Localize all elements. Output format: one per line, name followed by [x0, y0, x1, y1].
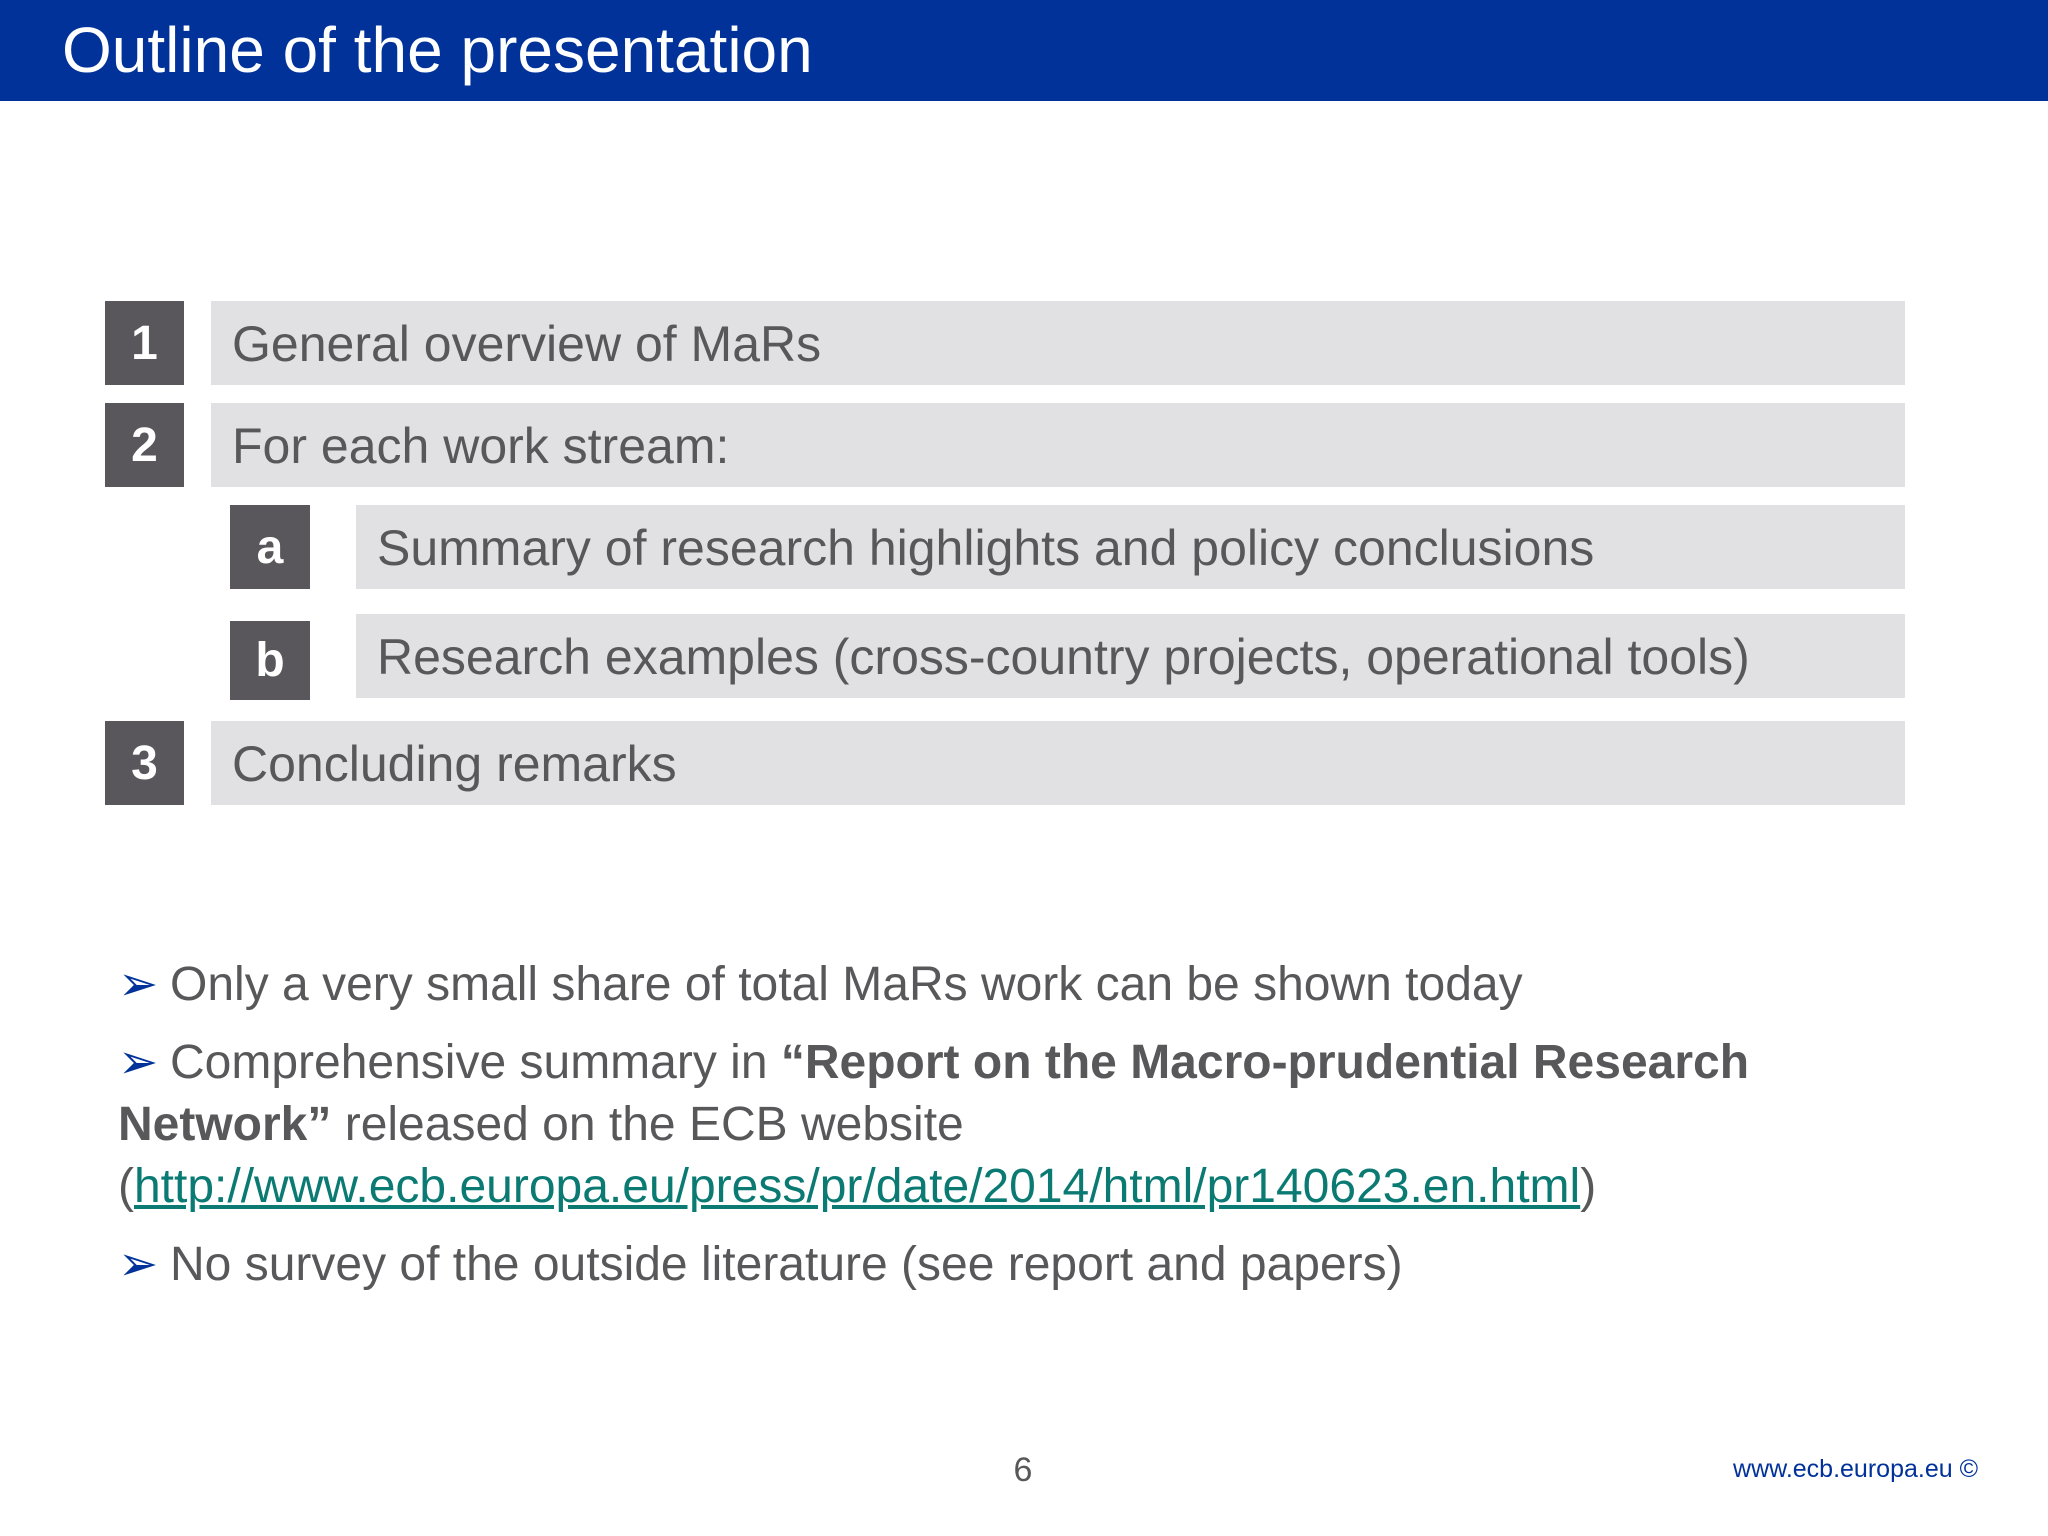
outline-number-3: 3	[105, 721, 184, 805]
outline-number-2b: b	[230, 621, 310, 700]
note-item	[118, 1234, 1918, 1296]
paren-open: (	[118, 1160, 134, 1213]
outline-text-2b: Research examples (cross-country projects, operational tools)	[377, 629, 1750, 685]
outline-number-1: 1	[105, 301, 184, 385]
paren-close: )	[1580, 1160, 1597, 1213]
slide-title: Outline of the presentation	[62, 14, 813, 86]
note-text: Only a very small share of total MaRs work can be shown today	[170, 958, 1523, 1011]
outline-text-2: For each work stream:	[232, 418, 730, 474]
note-text: No survey of the outside literature (see report and papers)	[170, 1238, 1403, 1291]
note-text-prefix: Comprehensive summary in	[170, 1036, 781, 1089]
notes-list	[118, 954, 1918, 1312]
report-title: “Report on the Macro-prudential Research Network”	[118, 1036, 1750, 1151]
outline-number-2a: a	[230, 505, 310, 589]
ecb-press-link[interactable]: http://www.ecb.europa.eu/press/pr/date/2014/html/pr140623.en.html	[133, 1160, 1581, 1213]
note-item	[118, 1032, 1918, 1218]
outline-number-2: 2	[105, 403, 184, 487]
arrow-bullet-icon: ➢	[118, 1036, 159, 1089]
title-bar	[0, 0, 2048, 101]
note-text-suffix: released on the ECB website	[331, 1098, 964, 1151]
arrow-bullet-icon: ➢	[118, 1238, 159, 1291]
outline-text-1: General overview of MaRs	[232, 316, 822, 372]
outline-text-3: Concluding remarks	[232, 736, 677, 792]
outline-text-2a: Summary of research highlights and policy conclusions	[377, 520, 1595, 576]
note-item	[118, 954, 1918, 1016]
page-number: 6	[1013, 1451, 1033, 1489]
arrow-bullet-icon: ➢	[118, 958, 159, 1011]
footer-url: www.ecb.europa.eu ©	[1733, 1455, 1978, 1483]
